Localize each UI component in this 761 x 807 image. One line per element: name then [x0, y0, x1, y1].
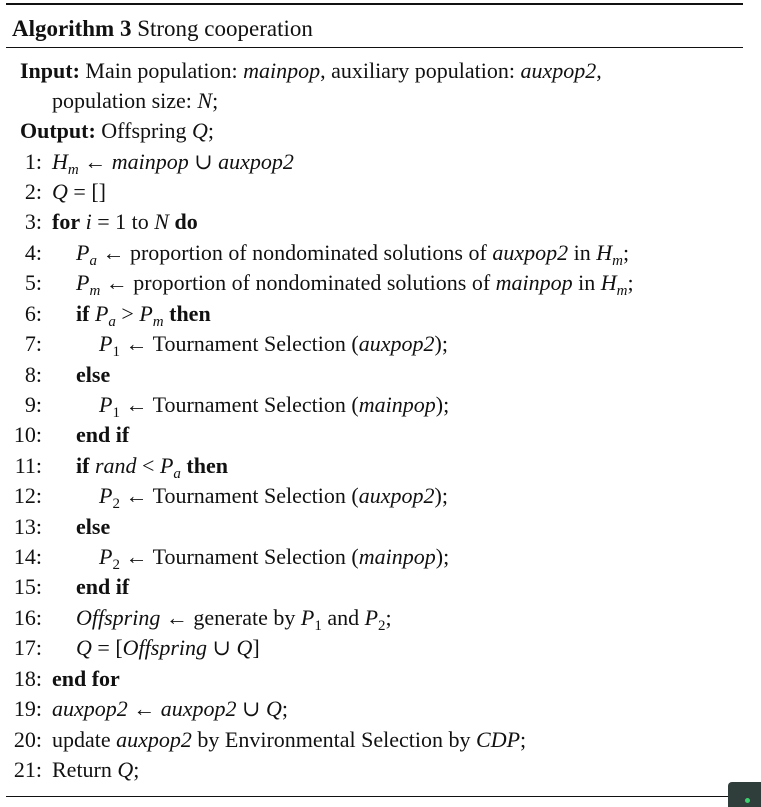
var-p: P — [99, 544, 113, 569]
var-auxpop2: auxpop2 — [358, 483, 435, 508]
arrow: ← — [102, 240, 125, 265]
sub-m: m — [152, 314, 164, 330]
arrow: ← — [125, 392, 148, 417]
var-mainpop: mainpop — [358, 392, 436, 417]
var-auxpop2: auxpop2 — [52, 696, 128, 721]
code-line-7 — [99, 330, 448, 366]
line-number: 18: — [13, 666, 42, 691]
code-line-2 — [52, 178, 106, 206]
arrow: ← — [125, 544, 148, 569]
semicolon: ; — [281, 696, 288, 721]
sub-m: m — [67, 162, 79, 178]
union: ∪ — [242, 696, 261, 721]
close-paren: ); — [435, 392, 450, 417]
sub-a: a — [173, 466, 181, 482]
tournament-text: Tournament Selection ( — [152, 544, 359, 569]
var-p: P — [364, 605, 379, 630]
arrow: ← — [133, 696, 156, 721]
output-text: Offspring — [101, 118, 187, 143]
var-auxpop2: auxpop2 — [492, 240, 569, 265]
close-paren: ); — [434, 483, 448, 508]
output-var: Q — [191, 118, 208, 143]
line-number: 11: — [14, 453, 42, 478]
line-number: 13: — [13, 514, 42, 539]
var-offspring: Offspring — [76, 605, 161, 630]
less-than: < — [142, 453, 155, 478]
sub-m: m — [616, 283, 628, 299]
code-line-17 — [76, 634, 260, 662]
var-h: H — [52, 149, 68, 174]
var-p: P — [94, 301, 109, 326]
close-paren: ); — [434, 331, 448, 356]
kw-end-if: end if — [76, 574, 130, 599]
var-auxpop2: auxpop2 — [358, 331, 435, 356]
var-auxpop2: auxpop2 — [116, 727, 192, 752]
kw-do: do — [174, 209, 198, 234]
algorithm-title — [12, 15, 313, 43]
output-end: ; — [207, 118, 214, 143]
code-line-19 — [52, 695, 288, 723]
tournament-text: Tournament Selection ( — [152, 392, 359, 417]
var-q: Q — [265, 696, 282, 721]
var-q: Q — [117, 757, 134, 782]
semicolon: ; — [520, 727, 527, 752]
var-q: Q — [52, 179, 68, 204]
line-number: 8: — [24, 362, 42, 387]
line-number: 5: — [24, 270, 42, 295]
sub-2: 2 — [112, 496, 120, 512]
line-number: 1: — [24, 149, 42, 174]
var-p: P — [99, 392, 113, 417]
var-p: P — [76, 240, 90, 265]
code-line-9 — [99, 391, 449, 427]
sub-m: m — [612, 253, 623, 269]
in-text: in — [578, 270, 596, 295]
var-p: P — [76, 270, 90, 295]
prop-text: proportion of nondominated solutions of — [133, 270, 491, 295]
input-size-var: N — [197, 88, 213, 113]
input-comma: , — [596, 58, 602, 83]
sub-a: a — [89, 253, 97, 269]
var-p: P — [99, 331, 113, 356]
kw-to: to — [131, 209, 149, 234]
input-aux-var: auxpop2 — [520, 58, 597, 83]
kw-else: else — [76, 514, 111, 539]
var-offspring: Offspring — [122, 635, 207, 660]
var-mainpop: mainpop — [495, 270, 573, 295]
close-bracket: ] — [252, 635, 260, 660]
line-number: 3: — [24, 209, 42, 234]
union: ∪ — [194, 149, 213, 174]
input-text-b: , auxiliary population: — [320, 58, 515, 83]
close-paren: ); — [435, 544, 450, 569]
input-size-text: population size: — [52, 88, 192, 113]
arrow: ← — [84, 149, 107, 174]
tournament-text: Tournament Selection ( — [152, 483, 359, 508]
kw-if: if — [76, 453, 90, 478]
var-mainpop: mainpop — [111, 149, 189, 174]
viewer-widget[interactable] — [728, 782, 761, 807]
input-label: Input: — [20, 58, 80, 83]
kw-end-for: end for — [52, 666, 120, 691]
header-rule — [6, 47, 743, 48]
semicolon: ; — [622, 240, 630, 265]
output-line — [20, 117, 214, 145]
code-line-12 — [99, 482, 448, 518]
var-mainpop: mainpop — [358, 544, 436, 569]
greater-than: > — [121, 301, 134, 326]
output-label: Output: — [20, 118, 96, 143]
sub-2: 2 — [112, 557, 120, 573]
equals: = — [97, 209, 110, 234]
var-auxpop2: auxpop2 — [218, 149, 294, 174]
line-number: 21: — [13, 757, 42, 782]
code-line-3 — [52, 208, 198, 236]
and-text: and — [327, 605, 360, 630]
kw-end-if: end if — [76, 422, 130, 447]
var-p: P — [139, 301, 153, 326]
code-line-18 — [52, 665, 120, 693]
var-n: N — [154, 209, 169, 234]
line-number: 9: — [24, 392, 42, 417]
line-number: 20: — [13, 727, 42, 752]
algorithm-label: Algorithm 3 — [12, 16, 132, 41]
semicolon: ; — [385, 605, 392, 630]
var-h: H — [600, 270, 617, 295]
var-q: Q — [76, 635, 92, 660]
var-rand: rand — [94, 453, 137, 478]
sub-1: 1 — [314, 618, 322, 634]
line-number: 19: — [13, 696, 42, 721]
line-number: 6: — [24, 301, 42, 326]
arrow: ← — [165, 605, 188, 630]
input-semicolon: ; — [212, 88, 219, 113]
equals: = — [73, 179, 86, 204]
kw-else: else — [76, 362, 111, 387]
input-line — [20, 57, 742, 85]
kw-for: for — [52, 209, 81, 234]
generate-text: generate by — [193, 605, 296, 630]
line-number: 7: — [24, 331, 42, 356]
kw-then: then — [169, 301, 211, 326]
status-dot-icon — [745, 798, 750, 803]
tournament-text: Tournament Selection ( — [152, 331, 359, 356]
sub-2: 2 — [378, 618, 386, 634]
line-number: 12: — [13, 483, 42, 508]
sub-m: m — [89, 283, 101, 299]
one: 1 — [115, 209, 127, 234]
line-number: 10: — [13, 422, 42, 447]
arrow: ← — [105, 270, 128, 295]
semicolon: ; — [627, 270, 634, 295]
prop-text: proportion of nondominated solutions of — [129, 240, 487, 265]
input-text: Main population: — [85, 58, 238, 83]
code-line-13 — [76, 513, 110, 541]
code-line-10 — [76, 421, 129, 449]
top-rule — [6, 3, 743, 5]
return-text: Return — [52, 757, 112, 782]
equals: = — [97, 635, 110, 660]
line-number: 14: — [13, 544, 42, 569]
var-auxpop2: auxpop2 — [160, 696, 237, 721]
input-main-var: mainpop — [243, 58, 321, 83]
line-number: 2: — [24, 179, 42, 204]
code-line-14 — [99, 543, 449, 579]
sub-a: a — [108, 314, 116, 330]
union: ∪ — [212, 635, 231, 660]
var-p: P — [99, 483, 113, 508]
arrow: ← — [125, 331, 148, 356]
line-number: 4: — [24, 240, 42, 265]
empty-list: [] — [91, 179, 106, 204]
line-number: 15: — [13, 574, 42, 599]
in-text: in — [573, 240, 591, 265]
var-p: P — [159, 453, 174, 478]
env-selection-text: by Environmental Selection by — [197, 727, 471, 752]
kw-then: then — [186, 453, 228, 478]
var-cdp: CDP — [476, 727, 521, 752]
code-line-20 — [52, 726, 526, 754]
bottom-rule — [6, 796, 743, 797]
code-line-21 — [52, 756, 139, 784]
sub-1: 1 — [112, 405, 120, 421]
line-number: 16: — [13, 605, 42, 630]
update-text: update — [52, 727, 111, 752]
var-h: H — [596, 240, 613, 265]
semicolon: ; — [133, 757, 140, 782]
arrow: ← — [125, 483, 148, 508]
var-i: i — [85, 209, 92, 234]
kw-if: if — [76, 301, 90, 326]
input-line-2 — [52, 87, 218, 115]
var-p: P — [300, 605, 315, 630]
line-number: 17: — [13, 635, 42, 660]
code-line-15 — [76, 573, 129, 601]
algorithm-name: Strong cooperation — [137, 16, 313, 41]
var-q: Q — [236, 635, 253, 660]
open-bracket: [ — [115, 635, 123, 660]
sub-1: 1 — [112, 344, 120, 360]
code-line-8 — [76, 361, 110, 389]
